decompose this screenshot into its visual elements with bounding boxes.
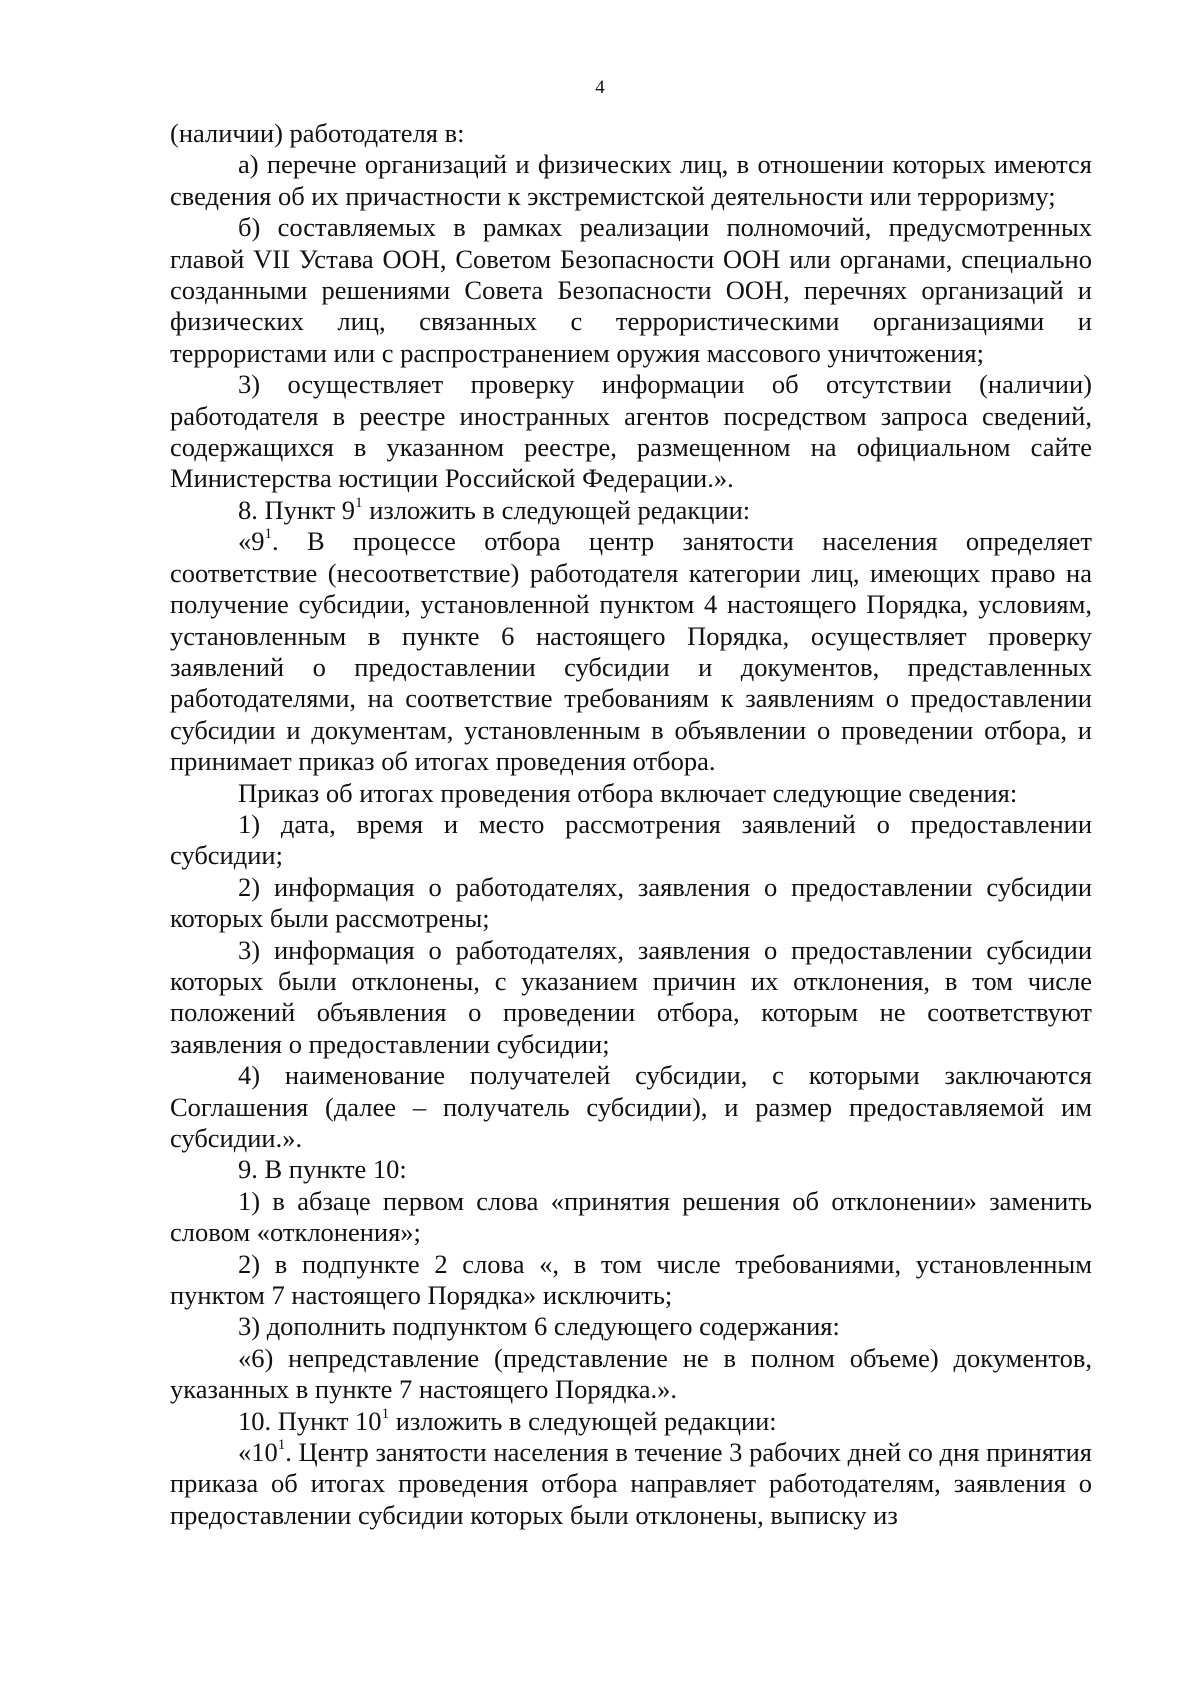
page-number: 4	[595, 77, 605, 98]
paragraph-18	[170, 1437, 1092, 1531]
superscript-1: 1	[355, 494, 363, 511]
paragraph-11: 4) наименование получателей субсидии, с которыми заключаются Соглашения (далее – получатель субсидии), и размер предоставляемой им субсидии.».	[170, 1060, 1092, 1153]
paragraph-17	[170, 1406, 1092, 1437]
paragraph-18-end: . Центр занятости населения в течение 3 рабочих дней со дня принятия приказа об итогах проведения отбора направляет работодателям, заявления о предоставлении субсидии которых были отклонены, выписку из	[170, 1437, 1092, 1530]
paragraph-7: Приказ об итогах проведения отбора включает следующие сведения:	[238, 777, 1018, 808]
paragraph-9: 2) информация о работодателях, заявления о предоставлении субсидии которых были рассмотрены;	[170, 871, 1092, 934]
superscript-2: 1	[264, 526, 272, 543]
paragraph-5-start: 8. Пункт 9	[238, 494, 356, 525]
paragraph-6-start: «9	[238, 526, 265, 557]
paragraph-8: 1) дата, время и место рассмотрения заявлений о предоставлении субсидии;	[170, 808, 1092, 871]
paragraph-17-start: 10. Пункт 10	[238, 1405, 382, 1436]
paragraph-10: 3) информация о работодателях, заявления о предоставлении субсидии которых были отклонены, с указанием причин их отклонения, в том числе положений объявления о проведении отбора, которым не соответствуют заявления о предоставлении субсидии;	[170, 934, 1092, 1059]
paragraph-1: (наличии) работодателя в:	[170, 118, 465, 148]
paragraph-14: 2) в подпункте 2 слова «, в том числе требованиями, установленным пунктом 7 настоящего Порядка» исключить;	[170, 1248, 1092, 1311]
paragraph-16: «6) непредставление (представление не в полном объеме) документов, указанных в пункте 7 настоящего Порядка.».	[170, 1342, 1092, 1405]
paragraph-18-start: «10	[238, 1437, 278, 1468]
paragraph-15: 3) дополнить подпунктом 6 следующего содержания:	[238, 1311, 840, 1342]
paragraph-5-end: изложить в следующей редакции:	[362, 494, 751, 525]
paragraph-4: 3) осуществляет проверку информации об отсутствии (наличии) работодателя в реестре иностранных агентов посредством запроса сведений, содержащихся в указанном реестре, размещенном на официальном сайте Министерства юстиции Российской Федерации.».	[170, 369, 1092, 494]
superscript-4: 1	[277, 1437, 286, 1454]
paragraph-17-end: изложить в следующей редакции:	[389, 1405, 777, 1436]
superscript-3: 1	[381, 1405, 390, 1422]
paragraph-2: а) перечне организаций и физических лиц, в отношении которых имеются сведения об их причастности к экстремистской деятельности или терроризму;	[170, 149, 1092, 211]
document-body	[170, 118, 1092, 1531]
paragraph-13: 1) в абзаце первом слова «принятия решения об отклонении» заменить словом «отклонения»;	[170, 1185, 1092, 1248]
paragraph-5	[170, 495, 1092, 526]
paragraph-6-end: . В процессе отбора центр занятости населения определяет соответствие (несоответствие) работодателя категории лиц, имеющих право на получение субсидии, установленной пунктом 4 настоящего Порядка, условиям, установленным в пункте 6 настоящего Порядка, осуществляет проверку заявлений о предоставлении субсидии и документов, представленных работодателями, на соответствие требованиям к заявлениям о предоставлении субсидии и документам, установленным в объявлении о проведении отбора, и принимает приказ об итогах проведения отбора.	[170, 526, 1092, 777]
paragraph-12: 9. В пункте 10:	[238, 1154, 407, 1185]
paragraph-3: б) составляемых в рамках реализации полномочий, предусмотренных главой VII Устава ООН, Советом Безопасности ООН или органами, специально созданными решениями Совета Безопасности ООН, перечнях организаций и физических лиц, связанных с террористическими организациями и террористами или с распространением оружия массового уничтожения;	[170, 212, 1092, 368]
paragraph-6	[170, 526, 1092, 777]
